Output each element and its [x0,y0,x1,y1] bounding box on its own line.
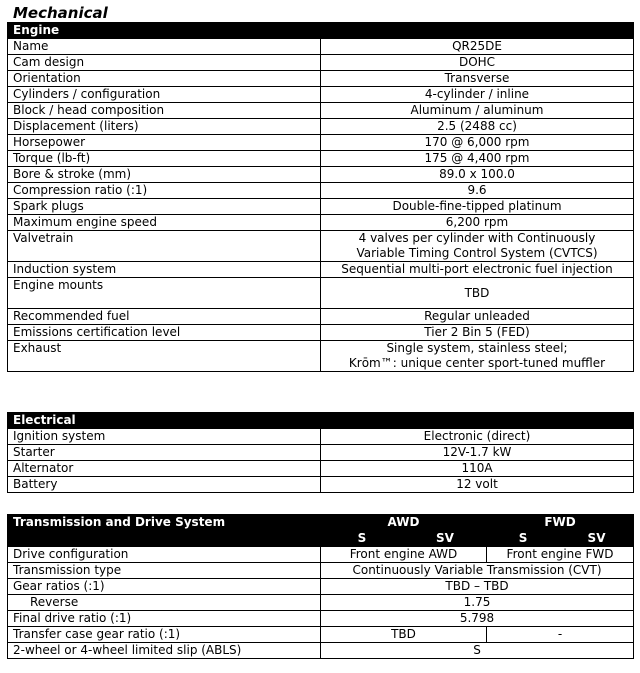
engine-header: Engine [8,23,634,39]
spec-label: Engine mounts [8,278,321,309]
spec-value: 6,200 rpm [321,215,634,231]
spec-value [321,341,634,372]
spec-label: Cam design [8,55,321,71]
electrical-table [7,412,634,493]
spec-value: Electronic (direct) [321,429,634,445]
table-row [8,199,634,215]
spec-label: Drive configuration [8,547,321,563]
spec-value: 89.0 x 100.0 [321,167,634,183]
spec-value: Tier 2 Bin 5 (FED) [321,325,634,341]
spec-label: 2-wheel or 4-wheel limited slip (ABLS) [8,643,321,659]
spec-value: 175 @ 4,400 rpm [321,151,634,167]
section-title: Mechanical [13,4,108,22]
spec-value: 1.75 [321,595,634,611]
spec-label: Exhaust [8,341,321,372]
awd-header: AWD [321,515,487,531]
transmission-table [7,514,634,659]
spec-label: Cylinders / configuration [8,87,321,103]
table-row [8,135,634,151]
spec-label: Torque (lb-ft) [8,151,321,167]
table-row [8,643,634,659]
spec-value: 12 volt [321,477,634,493]
spec-value: 12V-1.7 kW [321,445,634,461]
spec-value: Sequential multi-port electronic fuel injection [321,262,634,278]
spec-value-awd: Front engine AWD [321,547,487,563]
spec-label: Block / head composition [8,103,321,119]
table-row [8,341,634,372]
table-row [8,87,634,103]
transmission-header: Transmission and Drive System [8,515,321,547]
table-row [8,167,634,183]
engine-table [7,22,634,372]
table-row [8,461,634,477]
spec-value: Aluminum / aluminum [321,103,634,119]
table-row [8,103,634,119]
spec-value-fwd: Front engine FWD [487,547,634,563]
spec-label: Transfer case gear ratio (:1) [8,627,321,643]
spec-label: Bore & stroke (mm) [8,167,321,183]
table-row [8,445,634,461]
spec-label: Recommended fuel [8,309,321,325]
spec-value: DOHC [321,55,634,71]
spec-value: 4-cylinder / inline [321,87,634,103]
electrical-header: Electrical [8,413,321,429]
spec-label: Induction system [8,262,321,278]
awd-sv-header: SV [404,531,487,547]
table-row [8,563,634,579]
table-row [8,231,634,262]
spec-value: 170 @ 6,000 rpm [321,135,634,151]
spec-value [321,231,634,262]
spec-label: Compression ratio (:1) [8,183,321,199]
spec-label: Spark plugs [8,199,321,215]
spec-value: 5.798 [321,611,634,627]
fwd-sv-header: SV [560,531,634,547]
spec-value: Continuously Variable Transmission (CVT) [321,563,634,579]
spec-label: Orientation [8,71,321,87]
table-row [8,547,634,563]
fwd-s-header: S [487,531,560,547]
table-row [8,429,634,445]
transmission-header-row [8,515,634,531]
table-row [8,119,634,135]
spec-label: Maximum engine speed [8,215,321,231]
exhaust-line-1: Single system, stainless steel; [386,341,568,355]
electrical-header-row [8,413,634,429]
table-row [8,55,634,71]
spec-label: Alternator [8,461,321,477]
spec-value: TBD [321,278,634,309]
table-row [8,278,634,309]
spec-label: Ignition system [8,429,321,445]
spec-label: Displacement (liters) [8,119,321,135]
spec-label: Battery [8,477,321,493]
spec-value: Regular unleaded [321,309,634,325]
spec-value: 2.5 (2488 cc) [321,119,634,135]
table-row [8,262,634,278]
spec-value: TBD – TBD [321,579,634,595]
awd-s-header: S [321,531,404,547]
table-row [8,151,634,167]
table-row [8,627,634,643]
spec-label: Transmission type [8,563,321,579]
spec-value: QR25DE [321,39,634,55]
valvetrain-line-2: Variable Timing Control System (CVTCS) [356,246,598,260]
table-row [8,579,634,595]
table-row [8,183,634,199]
table-row [8,215,634,231]
table-row [8,309,634,325]
spec-label: Starter [8,445,321,461]
spec-value: 110A [321,461,634,477]
spec-value: 9.6 [321,183,634,199]
spec-value-awd: TBD [321,627,487,643]
spec-label: Final drive ratio (:1) [8,611,321,627]
table-row [8,595,634,611]
table-row [8,611,634,627]
spec-value: S [321,643,634,659]
spec-value: Transverse [321,71,634,87]
spec-label: Reverse [8,595,321,611]
valvetrain-line-1: 4 valves per cylinder with Continuously [358,231,596,245]
engine-header-row [8,23,634,39]
spec-label: Emissions certification level [8,325,321,341]
spec-value: Double-fine-tipped platinum [321,199,634,215]
fwd-header: FWD [487,515,634,531]
spec-label: Valvetrain [8,231,321,262]
table-row [8,71,634,87]
spec-label: Gear ratios (:1) [8,579,321,595]
table-row [8,325,634,341]
spec-value-fwd: - [487,627,634,643]
table-row [8,39,634,55]
exhaust-line-2: Krōm™: unique center sport-tuned muffler [348,356,606,370]
table-row [8,477,634,493]
spec-label: Horsepower [8,135,321,151]
spec-label: Name [8,39,321,55]
